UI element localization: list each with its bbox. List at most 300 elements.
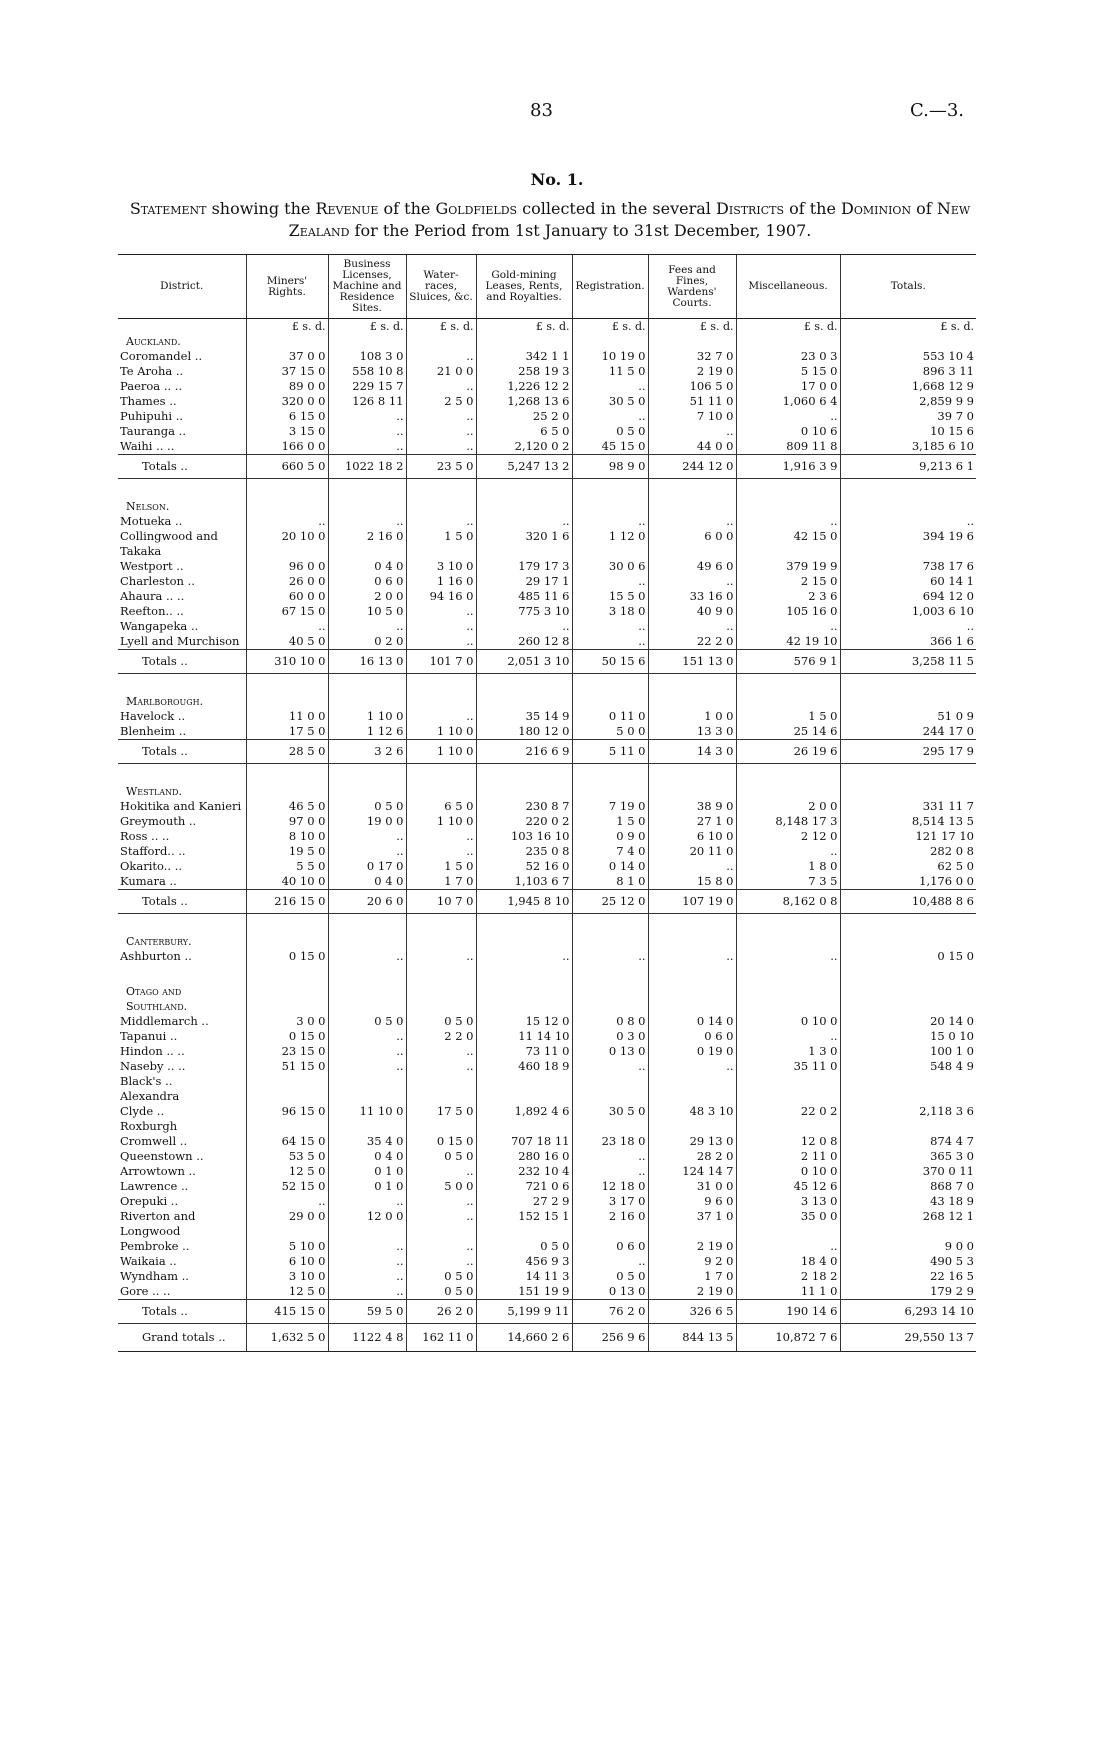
- totals-row: [118, 650, 976, 674]
- amount-cell: 35 11 0: [736, 1059, 840, 1074]
- amount-cell: 0 10 6: [736, 424, 840, 439]
- amount-cell: 23 15 0: [246, 1044, 328, 1059]
- amount-cell: ..: [406, 349, 476, 364]
- district-name: Lawrence ..: [120, 1179, 189, 1193]
- table-row: [118, 1044, 976, 1059]
- amount-cell: 31 0 0: [648, 1179, 736, 1194]
- amount-cell: 0 5 0: [328, 799, 406, 814]
- table-row: [118, 829, 976, 844]
- table-row: [118, 1209, 976, 1239]
- table-body: [118, 334, 976, 1352]
- amount-cell: 548 4 9: [840, 1059, 976, 1074]
- amount-cell: 10 7 0: [406, 890, 476, 914]
- amount-cell: 244 12 0: [648, 455, 736, 479]
- amount-cell: 1,668 12 9: [840, 379, 976, 394]
- district-name: Totals ..: [118, 1300, 246, 1324]
- district-name: Nelson.: [126, 500, 170, 513]
- amount-cell: ..: [406, 709, 476, 724]
- amount-cell: ..: [328, 844, 406, 859]
- amount-cell: 40 9 0: [648, 604, 736, 619]
- district-name: Waihi .. ..: [120, 439, 175, 453]
- table-row: [118, 574, 976, 589]
- amount-cell: 48 3 10: [648, 1104, 736, 1119]
- document-code: C.—3.: [910, 100, 965, 121]
- amount-cell: 721 0 6: [476, 1179, 572, 1194]
- amount-cell: 456 9 3: [476, 1254, 572, 1269]
- amount-cell: 35 4 0: [328, 1134, 406, 1149]
- amount-cell: 5 5 0: [246, 859, 328, 874]
- amount-cell: 67 15 0: [246, 604, 328, 619]
- amount-cell: 415 15 0: [246, 1300, 328, 1324]
- amount-cell: 2 2 0: [406, 1029, 476, 1044]
- amount-cell: 707 18 11: [476, 1134, 572, 1149]
- amount-cell: 12 18 0: [572, 1179, 648, 1194]
- amount-cell: 320 1 6: [476, 529, 572, 559]
- table-row: [118, 394, 976, 409]
- amount-cell: ..: [736, 949, 840, 964]
- amount-cell: 25 12 0: [572, 890, 648, 914]
- units-label: £ s. d.: [476, 319, 572, 335]
- district-name: Te Aroha ..: [120, 364, 184, 378]
- amount-cell: 1122 4 8: [328, 1324, 406, 1352]
- col-registration: Registration.: [572, 255, 648, 319]
- amount-cell: 19 0 0: [328, 814, 406, 829]
- district-name: Westport ..: [120, 559, 184, 573]
- col-district: District.: [118, 255, 246, 319]
- amount-cell: 235 0 8: [476, 844, 572, 859]
- amount-cell: 22 0 2: [736, 1104, 840, 1119]
- amount-cell: 320 0 0: [246, 394, 328, 409]
- district-name: Totals ..: [118, 890, 246, 914]
- amount-cell: ..: [572, 514, 648, 529]
- amount-cell: ..: [328, 1044, 406, 1059]
- amount-cell: 17 5 0: [406, 1104, 476, 1119]
- table-row: [118, 799, 976, 814]
- amount-cell: ..: [406, 619, 476, 634]
- table-row: [118, 1014, 976, 1029]
- col-business-licenses: Business Licenses, Machine and Residence Sites.: [328, 255, 406, 319]
- amount-cell: 2 18 2: [736, 1269, 840, 1284]
- table-row: [118, 1059, 976, 1074]
- amount-cell: 45 12 6: [736, 1179, 840, 1194]
- amount-cell: 52 15 0: [246, 1179, 328, 1194]
- amount-cell: 10,488 8 6: [840, 890, 976, 914]
- amount-cell: ..: [572, 619, 648, 634]
- amount-cell: 7 10 0: [648, 409, 736, 424]
- amount-cell: 20 10 0: [246, 529, 328, 559]
- amount-cell: 2 3 6: [736, 589, 840, 604]
- amount-cell: 896 3 11: [840, 364, 976, 379]
- table-row: [118, 379, 976, 394]
- amount-cell: 1,176 0 0: [840, 874, 976, 890]
- amount-cell: 14,660 2 6: [476, 1324, 572, 1352]
- amount-cell: 18 4 0: [736, 1254, 840, 1269]
- amount-cell: 370 0 11: [840, 1164, 976, 1179]
- amount-cell: 8,148 17 3: [736, 814, 840, 829]
- amount-cell: 20 14 0: [840, 1014, 976, 1029]
- amount-cell: 17 0 0: [736, 379, 840, 394]
- units-label: £ s. d.: [572, 319, 648, 335]
- amount-cell: ..: [406, 424, 476, 439]
- amount-cell: ..: [736, 619, 840, 634]
- amount-cell: ..: [572, 1254, 648, 1269]
- amount-cell: ..: [328, 439, 406, 455]
- amount-cell: 0 10 0: [736, 1164, 840, 1179]
- amount-cell: 8,514 13 5: [840, 814, 976, 829]
- district-name: Canterbury.: [126, 935, 192, 948]
- amount-cell: 44 0 0: [648, 439, 736, 455]
- amount-cell: 2 0 0: [328, 589, 406, 604]
- amount-cell: [736, 1074, 840, 1089]
- amount-cell: 394 19 6: [840, 529, 976, 559]
- amount-cell: 0 11 0: [572, 709, 648, 724]
- amount-cell: 9 0 0: [840, 1239, 976, 1254]
- amount-cell: 1 3 0: [736, 1044, 840, 1059]
- table-row: [118, 1029, 976, 1044]
- amount-cell: ..: [736, 844, 840, 859]
- units-label: £ s. d.: [328, 319, 406, 335]
- region-heading-row: [118, 984, 976, 1014]
- table-row: [118, 349, 976, 364]
- district-name: Charleston ..: [120, 574, 195, 588]
- amount-cell: 9 2 0: [648, 1254, 736, 1269]
- amount-cell: 553 10 4: [840, 349, 976, 364]
- amount-cell: ..: [648, 514, 736, 529]
- amount-cell: 5 10 0: [246, 1239, 328, 1254]
- region-heading-row: [118, 694, 976, 709]
- amount-cell: 868 7 0: [840, 1179, 976, 1194]
- units-label: £ s. d.: [840, 319, 976, 335]
- district-name: Hindon .. ..: [120, 1044, 185, 1058]
- district-name: Otago and Southland.: [126, 985, 188, 1013]
- amount-cell: 103 16 10: [476, 829, 572, 844]
- district-name: Roxburgh: [120, 1119, 178, 1133]
- amount-cell: [476, 1119, 572, 1134]
- amount-cell: 180 12 0: [476, 724, 572, 740]
- amount-cell: 1,945 8 10: [476, 890, 572, 914]
- amount-cell: 331 11 7: [840, 799, 976, 814]
- district-name: Tapanui ..: [120, 1029, 178, 1043]
- amount-cell: 11 14 10: [476, 1029, 572, 1044]
- amount-cell: ..: [406, 1209, 476, 1239]
- amount-cell: ..: [648, 424, 736, 439]
- amount-cell: 29 17 1: [476, 574, 572, 589]
- amount-cell: 0 13 0: [572, 1284, 648, 1300]
- amount-cell: 0 14 0: [648, 1014, 736, 1029]
- amount-cell: ..: [572, 949, 648, 964]
- amount-cell: 0 6 0: [572, 1239, 648, 1254]
- amount-cell: 30 0 6: [572, 559, 648, 574]
- totals-row: [118, 1300, 976, 1324]
- amount-cell: 23 18 0: [572, 1134, 648, 1149]
- table-row: [118, 724, 976, 740]
- amount-cell: 51 0 9: [840, 709, 976, 724]
- region-heading-row: [118, 934, 976, 949]
- amount-cell: 179 17 3: [476, 559, 572, 574]
- amount-cell: ..: [648, 619, 736, 634]
- amount-cell: 3 13 0: [736, 1194, 840, 1209]
- amount-cell: 7 4 0: [572, 844, 648, 859]
- amount-cell: [840, 1089, 976, 1104]
- amount-cell: ..: [572, 1164, 648, 1179]
- amount-cell: 37 1 0: [648, 1209, 736, 1239]
- amount-cell: ..: [406, 1059, 476, 1074]
- district-name: Reefton.. ..: [120, 604, 184, 618]
- amount-cell: ..: [648, 1059, 736, 1074]
- district-name: Totals ..: [118, 740, 246, 764]
- amount-cell: 232 10 4: [476, 1164, 572, 1179]
- amount-cell: ..: [328, 619, 406, 634]
- amount-cell: 62 5 0: [840, 859, 976, 874]
- amount-cell: 97 0 0: [246, 814, 328, 829]
- amount-cell: 162 11 0: [406, 1324, 476, 1352]
- amount-cell: 21 0 0: [406, 364, 476, 379]
- amount-cell: 0 13 0: [572, 1044, 648, 1059]
- district-name: Wangapeka ..: [120, 619, 199, 633]
- amount-cell: ..: [406, 439, 476, 455]
- amount-cell: 0 5 0: [572, 1269, 648, 1284]
- district-name: Queenstown ..: [120, 1149, 204, 1163]
- amount-cell: 0 15 0: [246, 1029, 328, 1044]
- amount-cell: 2,120 0 2: [476, 439, 572, 455]
- page-number: 83: [530, 100, 553, 121]
- amount-cell: 60 0 0: [246, 589, 328, 604]
- amount-cell: [840, 1074, 976, 1089]
- amount-cell: 73 11 0: [476, 1044, 572, 1059]
- amount-cell: 42 19 10: [736, 634, 840, 650]
- district-name: Puhipuhi ..: [120, 409, 184, 423]
- amount-cell: 1,003 6 10: [840, 604, 976, 619]
- amount-cell: 10,872 7 6: [736, 1324, 840, 1352]
- amount-cell: 17 5 0: [246, 724, 328, 740]
- amount-cell: ..: [406, 1044, 476, 1059]
- table-row: [118, 529, 976, 559]
- amount-cell: 152 15 1: [476, 1209, 572, 1239]
- amount-cell: 365 3 0: [840, 1149, 976, 1164]
- amount-cell: 2 15 0: [736, 574, 840, 589]
- amount-cell: 15 12 0: [476, 1014, 572, 1029]
- table-row: [118, 1179, 976, 1194]
- amount-cell: [406, 1089, 476, 1104]
- amount-cell: 694 12 0: [840, 589, 976, 604]
- amount-cell: 11 1 0: [736, 1284, 840, 1300]
- amount-cell: 20 11 0: [648, 844, 736, 859]
- amount-cell: 5 15 0: [736, 364, 840, 379]
- units-label: £ s. d.: [736, 319, 840, 335]
- district-name: Totals ..: [118, 650, 246, 674]
- table-row: [118, 859, 976, 874]
- amount-cell: 32 7 0: [648, 349, 736, 364]
- amount-cell: ..: [572, 1059, 648, 1074]
- amount-cell: 0 5 0: [328, 1014, 406, 1029]
- table-row: [118, 1194, 976, 1209]
- amount-cell: 5 11 0: [572, 740, 648, 764]
- amount-cell: 60 14 1: [840, 574, 976, 589]
- amount-cell: 96 15 0: [246, 1104, 328, 1119]
- amount-cell: 216 15 0: [246, 890, 328, 914]
- amount-cell: [736, 1119, 840, 1134]
- amount-cell: 107 19 0: [648, 890, 736, 914]
- amount-cell: 151 19 9: [476, 1284, 572, 1300]
- amount-cell: 106 5 0: [648, 379, 736, 394]
- amount-cell: 576 9 1: [736, 650, 840, 674]
- amount-cell: 809 11 8: [736, 439, 840, 455]
- amount-cell: ..: [572, 574, 648, 589]
- spacer-row: [118, 479, 976, 500]
- amount-cell: ..: [328, 514, 406, 529]
- amount-cell: 0 3 0: [572, 1029, 648, 1044]
- amount-cell: 244 17 0: [840, 724, 976, 740]
- amount-cell: 0 5 0: [406, 1269, 476, 1284]
- amount-cell: 121 17 10: [840, 829, 976, 844]
- col-water-races: Water-races, Sluices, &c.: [406, 255, 476, 319]
- amount-cell: 738 17 6: [840, 559, 976, 574]
- amount-cell: 282 0 8: [840, 844, 976, 859]
- amount-cell: 76 2 0: [572, 1300, 648, 1324]
- header-row: [118, 255, 976, 319]
- district-name: Collingwood and Takaka: [120, 529, 218, 558]
- amount-cell: 166 0 0: [246, 439, 328, 455]
- amount-cell: 3 0 0: [246, 1014, 328, 1029]
- amount-cell: 2 16 0: [572, 1209, 648, 1239]
- district-name: Tauranga ..: [120, 424, 186, 438]
- amount-cell: 30 5 0: [572, 394, 648, 409]
- amount-cell: 342 1 1: [476, 349, 572, 364]
- amount-cell: ..: [840, 514, 976, 529]
- amount-cell: 37 0 0: [246, 349, 328, 364]
- amount-cell: 30 5 0: [572, 1104, 648, 1119]
- amount-cell: 660 5 0: [246, 455, 328, 479]
- amount-cell: 6 0 0: [648, 529, 736, 559]
- amount-cell: ..: [406, 949, 476, 964]
- amount-cell: 26 19 6: [736, 740, 840, 764]
- table-row: [118, 604, 976, 619]
- district-name: Stafford.. ..: [120, 844, 186, 858]
- amount-cell: 5,247 13 2: [476, 455, 572, 479]
- amount-cell: 10 19 0: [572, 349, 648, 364]
- col-fees-and-fines: Fees and Fines, Wardens' Courts.: [648, 255, 736, 319]
- amount-cell: ..: [246, 514, 328, 529]
- region-heading-row: [118, 784, 976, 799]
- table-row: [118, 514, 976, 529]
- amount-cell: 29 0 0: [246, 1209, 328, 1239]
- amount-cell: [246, 1119, 328, 1134]
- amount-cell: [328, 1074, 406, 1089]
- amount-cell: 0 15 0: [246, 949, 328, 964]
- amount-cell: ..: [736, 1239, 840, 1254]
- table-row: [118, 1239, 976, 1254]
- amount-cell: ..: [406, 604, 476, 619]
- units-label: £ s. d.: [246, 319, 328, 335]
- amount-cell: 310 10 0: [246, 650, 328, 674]
- amount-cell: 1 0 0: [648, 709, 736, 724]
- amount-cell: 23 0 3: [736, 349, 840, 364]
- district-name: Naseby .. ..: [120, 1059, 186, 1073]
- amount-cell: 59 5 0: [328, 1300, 406, 1324]
- amount-cell: 2 19 0: [648, 364, 736, 379]
- amount-cell: ..: [736, 409, 840, 424]
- table-title: Statement showing the Revenue of the Goldfields collected in the several Districts of the Dominion of New Zealand for the Period from 1st January to 31st December, 1907.: [129, 199, 971, 240]
- amount-cell: ..: [406, 379, 476, 394]
- amount-cell: ..: [648, 859, 736, 874]
- amount-cell: 64 15 0: [246, 1134, 328, 1149]
- amount-cell: 0 19 0: [648, 1044, 736, 1059]
- amount-cell: 45 15 0: [572, 439, 648, 455]
- amount-cell: 0 5 0: [406, 1284, 476, 1300]
- amount-cell: 490 5 3: [840, 1254, 976, 1269]
- amount-cell: 26 0 0: [246, 574, 328, 589]
- amount-cell: 23 5 0: [406, 455, 476, 479]
- amount-cell: 3 15 0: [246, 424, 328, 439]
- amount-cell: [476, 1089, 572, 1104]
- units-label: £ s. d.: [406, 319, 476, 335]
- amount-cell: ..: [648, 949, 736, 964]
- table-row: [118, 634, 976, 650]
- amount-cell: [406, 1074, 476, 1089]
- amount-cell: 874 4 7: [840, 1134, 976, 1149]
- amount-cell: 230 8 7: [476, 799, 572, 814]
- amount-cell: ..: [572, 634, 648, 650]
- amount-cell: ..: [572, 1149, 648, 1164]
- district-name: Marlborough.: [126, 695, 204, 708]
- amount-cell: 268 12 1: [840, 1209, 976, 1239]
- table-row: [118, 1074, 976, 1089]
- amount-cell: 2 16 0: [328, 529, 406, 559]
- amount-cell: 151 13 0: [648, 650, 736, 674]
- district-name: Greymouth ..: [120, 814, 197, 828]
- amount-cell: 40 10 0: [246, 874, 328, 890]
- amount-cell: 7 19 0: [572, 799, 648, 814]
- amount-cell: [840, 1119, 976, 1134]
- amount-cell: 11 0 0: [246, 709, 328, 724]
- amount-cell: 9 6 0: [648, 1194, 736, 1209]
- amount-cell: 1 8 0: [736, 859, 840, 874]
- col-miscellaneous: Miscellaneous.: [736, 255, 840, 319]
- amount-cell: 98 9 0: [572, 455, 648, 479]
- table-row: [118, 409, 976, 424]
- amount-cell: 28 2 0: [648, 1149, 736, 1164]
- amount-cell: ..: [840, 619, 976, 634]
- col-miners-rights: Miners' Rights.: [246, 255, 328, 319]
- amount-cell: ..: [406, 514, 476, 529]
- amount-cell: 89 0 0: [246, 379, 328, 394]
- amount-cell: 1 10 0: [406, 814, 476, 829]
- amount-cell: ..: [328, 1194, 406, 1209]
- amount-cell: 2 0 0: [736, 799, 840, 814]
- amount-cell: 16 13 0: [328, 650, 406, 674]
- spacer-row: [118, 764, 976, 785]
- amount-cell: 0 4 0: [328, 1149, 406, 1164]
- amount-cell: 7 3 5: [736, 874, 840, 890]
- amount-cell: 0 15 0: [840, 949, 976, 964]
- district-name: Ahaura .. ..: [120, 589, 185, 603]
- table-row: [118, 1089, 976, 1104]
- amount-cell: 216 6 9: [476, 740, 572, 764]
- amount-cell: [648, 1089, 736, 1104]
- amount-cell: 0 2 0: [328, 634, 406, 650]
- amount-cell: 775 3 10: [476, 604, 572, 619]
- amount-cell: 0 17 0: [328, 859, 406, 874]
- amount-cell: 0 15 0: [406, 1134, 476, 1149]
- amount-cell: 6,293 14 10: [840, 1300, 976, 1324]
- district-name: Ross .. ..: [120, 829, 170, 843]
- amount-cell: 2 11 0: [736, 1149, 840, 1164]
- amount-cell: 11 10 0: [328, 1104, 406, 1119]
- district-name: Blenheim ..: [120, 724, 187, 738]
- amount-cell: ..: [328, 1254, 406, 1269]
- amount-cell: 40 5 0: [246, 634, 328, 650]
- district-name: Kumara ..: [120, 874, 177, 888]
